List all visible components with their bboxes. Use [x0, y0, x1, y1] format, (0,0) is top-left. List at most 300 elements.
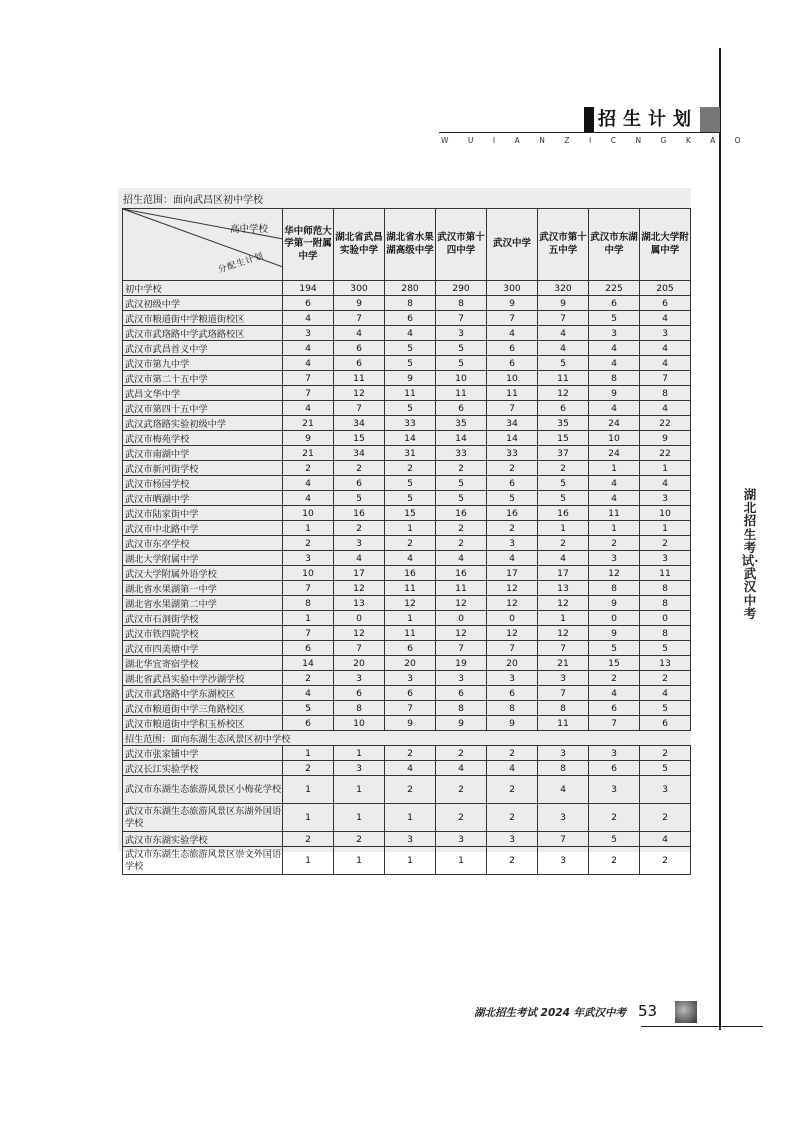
- quota-cell: 8: [487, 701, 538, 716]
- quota-cell: 24: [589, 446, 640, 461]
- table-row: [123, 506, 691, 521]
- quota-cell: 4: [589, 491, 640, 506]
- school-name: 武汉大学附属外语学校: [123, 566, 283, 581]
- school-name: 武汉市东湖生态旅游风景区东湖外国语学校: [123, 804, 283, 832]
- quota-cell: 21: [283, 416, 334, 431]
- quota-cell: 8: [589, 371, 640, 386]
- school-name: 湖北华宜寄宿学校: [123, 656, 283, 671]
- quota-cell: 5: [640, 701, 691, 716]
- quota-cell: 5: [385, 401, 436, 416]
- quota-cell: 6: [283, 716, 334, 731]
- quota-cell: 4: [589, 356, 640, 371]
- header-block: [584, 107, 594, 132]
- quota-cell: 20: [385, 656, 436, 671]
- quota-cell: 6: [538, 401, 589, 416]
- quota-cell: 5: [436, 491, 487, 506]
- table-row: [123, 847, 691, 875]
- quota-cell: 6: [283, 641, 334, 656]
- table-row: [123, 416, 691, 431]
- quota-cell: 5: [436, 341, 487, 356]
- quota-cell: 2: [334, 461, 385, 476]
- school-name: 武汉市东亭学校: [123, 536, 283, 551]
- quota-cell: 4: [487, 761, 538, 776]
- footer-rule: [641, 1026, 763, 1027]
- quota-cell: 3: [640, 491, 691, 506]
- quota-cell: 0: [436, 611, 487, 626]
- school-name: 武汉武珞路实验初级中学: [123, 416, 283, 431]
- quota-cell: 7: [589, 716, 640, 731]
- quota-cell: 3: [487, 671, 538, 686]
- quota-cell: 20: [487, 656, 538, 671]
- quota-cell: 6: [640, 716, 691, 731]
- quota-cell: 1: [283, 776, 334, 804]
- vertical-rule: [719, 48, 721, 1030]
- quota-cell: 1: [436, 847, 487, 875]
- quota-cell: 7: [538, 686, 589, 701]
- school-name: 武汉长江实验学校: [123, 761, 283, 776]
- quota-cell: 15: [538, 431, 589, 446]
- header-rule: [439, 132, 719, 133]
- quota-cell: 12: [385, 596, 436, 611]
- quota-cell: 4: [283, 686, 334, 701]
- quota-cell: 1: [283, 521, 334, 536]
- quota-cell: 10: [436, 371, 487, 386]
- quota-cell: 3: [436, 832, 487, 847]
- quota-cell: 5: [589, 311, 640, 326]
- quota-cell: 1: [538, 611, 589, 626]
- quota-cell: 7: [334, 401, 385, 416]
- school-name: 武汉市四美塘中学: [123, 641, 283, 656]
- quota-cell: 1: [538, 521, 589, 536]
- school-name: 武汉市粮道街中学积玉桥校区: [123, 716, 283, 731]
- quota-cell: 31: [385, 446, 436, 461]
- quota-cell: 1: [640, 521, 691, 536]
- quota-cell: 4: [283, 356, 334, 371]
- quota-cell: 1: [640, 461, 691, 476]
- quota-cell: 4: [640, 476, 691, 491]
- school-name: 武汉市第四十五中学: [123, 401, 283, 416]
- quota-cell: 8: [385, 296, 436, 311]
- table-row: [123, 581, 691, 596]
- quota-cell: 10: [334, 716, 385, 731]
- quota-cell: 7: [640, 371, 691, 386]
- quota-cell: 7: [283, 371, 334, 386]
- quota-cell: 3: [589, 326, 640, 341]
- table-row: [123, 326, 691, 341]
- quota-cell: 6: [283, 296, 334, 311]
- quota-cell: 3: [385, 671, 436, 686]
- quota-cell: 2: [385, 746, 436, 761]
- quota-cell: 8: [436, 296, 487, 311]
- quota-cell: 7: [436, 311, 487, 326]
- quota-cell: 35: [538, 416, 589, 431]
- quota-cell: 4: [538, 326, 589, 341]
- total-cell: 225: [589, 281, 640, 296]
- quota-cell: 15: [334, 431, 385, 446]
- quota-cell: 5: [487, 491, 538, 506]
- school-name: 武昌文华中学: [123, 386, 283, 401]
- table-row: [123, 341, 691, 356]
- total-cell: 300: [334, 281, 385, 296]
- school-name: 武汉市东湖生态旅游风景区小梅花学校: [123, 776, 283, 804]
- quota-cell: 4: [538, 551, 589, 566]
- quota-cell: 9: [589, 626, 640, 641]
- quota-cell: 2: [487, 461, 538, 476]
- quota-cell: 15: [589, 656, 640, 671]
- column-header: 武汉市东湖中学: [589, 209, 640, 281]
- corner-plan-label: 分配生计划: [217, 251, 266, 276]
- school-name: 武汉市杨园学校: [123, 476, 283, 491]
- allocation-table: [122, 208, 691, 875]
- quota-cell: 22: [640, 446, 691, 461]
- total-cell: 280: [385, 281, 436, 296]
- school-name: 武汉初级中学: [123, 296, 283, 311]
- quota-cell: 1: [589, 461, 640, 476]
- quota-cell: 3: [283, 326, 334, 341]
- table-row: [123, 611, 691, 626]
- section-title: 招生计划: [598, 109, 698, 130]
- quota-cell: 3: [589, 746, 640, 761]
- quota-cell: 7: [334, 311, 385, 326]
- quota-cell: 12: [334, 626, 385, 641]
- quota-cell: 7: [487, 641, 538, 656]
- quota-cell: 5: [385, 356, 436, 371]
- quota-cell: 5: [334, 491, 385, 506]
- quota-cell: 11: [385, 626, 436, 641]
- column-header: 湖北大学附属中学: [640, 209, 691, 281]
- page-number: 53: [638, 1002, 658, 1020]
- quota-cell: 34: [487, 416, 538, 431]
- column-header: 华中师范大学第一附属中学: [283, 209, 334, 281]
- quota-cell: 6: [385, 311, 436, 326]
- quota-cell: 3: [487, 832, 538, 847]
- quota-cell: 17: [538, 566, 589, 581]
- quota-cell: 9: [640, 431, 691, 446]
- quota-cell: 7: [487, 311, 538, 326]
- quota-cell: 10: [487, 371, 538, 386]
- quota-cell: 14: [385, 431, 436, 446]
- quota-cell: 2: [589, 671, 640, 686]
- quota-cell: 2: [640, 847, 691, 875]
- school-name: 湖北省水果湖第一中学: [123, 581, 283, 596]
- school-name: 武汉市粮道街中学三角路校区: [123, 701, 283, 716]
- table-row: [123, 476, 691, 491]
- quota-cell: 11: [385, 581, 436, 596]
- region-separator-row: [123, 731, 691, 746]
- quota-cell: 8: [334, 701, 385, 716]
- quota-cell: 33: [487, 446, 538, 461]
- quota-cell: 1: [334, 804, 385, 832]
- quota-cell: 16: [436, 506, 487, 521]
- quota-cell: 4: [436, 551, 487, 566]
- quota-cell: 4: [283, 476, 334, 491]
- quota-cell: 2: [487, 804, 538, 832]
- column-header: 武汉市第十四中学: [436, 209, 487, 281]
- quota-cell: 11: [589, 506, 640, 521]
- quota-cell: 20: [334, 656, 385, 671]
- column-header: 武汉市第十五中学: [538, 209, 589, 281]
- quota-cell: 2: [589, 804, 640, 832]
- quota-cell: 4: [640, 401, 691, 416]
- quota-cell: 4: [640, 311, 691, 326]
- quota-cell: 3: [538, 804, 589, 832]
- quota-cell: 6: [589, 761, 640, 776]
- corner-diagonals: [123, 209, 283, 280]
- quota-cell: 13: [334, 596, 385, 611]
- quota-cell: 17: [334, 566, 385, 581]
- quota-cell: 9: [436, 716, 487, 731]
- quota-cell: 6: [385, 686, 436, 701]
- quota-cell: 17: [487, 566, 538, 581]
- school-name: 武汉市铁四院学校: [123, 626, 283, 641]
- total-cell: 300: [487, 281, 538, 296]
- total-cell: 194: [283, 281, 334, 296]
- quota-cell: 8: [640, 386, 691, 401]
- school-name: 武汉市石洞街学校: [123, 611, 283, 626]
- header-accent: [700, 107, 720, 132]
- quota-cell: 4: [385, 326, 436, 341]
- quota-cell: 14: [487, 431, 538, 446]
- quota-cell: 2: [436, 521, 487, 536]
- table-row: [123, 716, 691, 731]
- quota-cell: 21: [283, 446, 334, 461]
- corner-high-label: 高中学校: [229, 224, 268, 235]
- quota-cell: 8: [283, 596, 334, 611]
- side-label: 湖北招生考试·武汉中考: [741, 487, 759, 621]
- quota-cell: 2: [283, 832, 334, 847]
- quota-cell: 3: [538, 746, 589, 761]
- footer-title: 湖北招生考试 2024 年武汉中考: [474, 1007, 627, 1019]
- quota-cell: 5: [538, 356, 589, 371]
- quota-cell: 3: [283, 551, 334, 566]
- school-name: 武汉市第九中学: [123, 356, 283, 371]
- school-name: 武汉市梅苑学校: [123, 431, 283, 446]
- table-row: [123, 536, 691, 551]
- table-row: [123, 401, 691, 416]
- quota-cell: 11: [334, 371, 385, 386]
- table-row: [123, 371, 691, 386]
- quota-cell: 2: [385, 776, 436, 804]
- quota-cell: 1: [334, 746, 385, 761]
- quota-cell: 0: [334, 611, 385, 626]
- quota-cell: 9: [589, 596, 640, 611]
- total-cell: 320: [538, 281, 589, 296]
- region-label-donghu: 招生范围：面向东湖生态风景区初中学校: [123, 731, 691, 746]
- quota-cell: 15: [385, 506, 436, 521]
- quota-cell: 5: [385, 491, 436, 506]
- quota-cell: 3: [436, 326, 487, 341]
- quota-cell: 24: [589, 416, 640, 431]
- quota-cell: 12: [487, 581, 538, 596]
- school-name: 武汉市晒湖中学: [123, 491, 283, 506]
- quota-cell: 10: [589, 431, 640, 446]
- region-label-wuchang: 招生范围：面向武昌区初中学校: [123, 195, 263, 206]
- quota-cell: 14: [283, 656, 334, 671]
- quota-cell: 11: [436, 386, 487, 401]
- quota-cell: 8: [589, 581, 640, 596]
- quota-cell: 2: [283, 536, 334, 551]
- quota-cell: 9: [385, 371, 436, 386]
- table-row: [123, 626, 691, 641]
- quota-cell: 1: [385, 521, 436, 536]
- quota-cell: 11: [385, 386, 436, 401]
- quota-cell: 2: [283, 761, 334, 776]
- quota-cell: 4: [487, 551, 538, 566]
- school-name: 武汉市陆家街中学: [123, 506, 283, 521]
- quota-cell: 9: [385, 716, 436, 731]
- quota-cell: 12: [334, 386, 385, 401]
- quota-cell: 1: [334, 847, 385, 875]
- quota-cell: 7: [538, 832, 589, 847]
- quota-cell: 12: [589, 566, 640, 581]
- quota-cell: 2: [436, 776, 487, 804]
- quota-cell: 5: [589, 641, 640, 656]
- table-row: [123, 671, 691, 686]
- school-name: 武汉市中北路中学: [123, 521, 283, 536]
- quota-cell: 6: [385, 641, 436, 656]
- quota-cell: 7: [283, 581, 334, 596]
- quota-cell: 19: [436, 656, 487, 671]
- quota-cell: 5: [436, 356, 487, 371]
- quota-cell: 3: [334, 671, 385, 686]
- quota-cell: 1: [334, 776, 385, 804]
- quota-cell: 7: [283, 626, 334, 641]
- quota-cell: 8: [640, 596, 691, 611]
- school-name: 湖北省水果湖第二中学: [123, 596, 283, 611]
- quota-cell: 6: [334, 686, 385, 701]
- quota-cell: 9: [538, 296, 589, 311]
- quota-cell: 2: [487, 776, 538, 804]
- table-row: [123, 386, 691, 401]
- quota-cell: 11: [487, 386, 538, 401]
- quota-cell: 8: [436, 701, 487, 716]
- quota-cell: 7: [538, 311, 589, 326]
- quota-cell: 3: [589, 551, 640, 566]
- quota-cell: 12: [436, 596, 487, 611]
- quota-cell: 3: [589, 776, 640, 804]
- quota-cell: 2: [640, 746, 691, 761]
- corner-cell: [123, 209, 283, 281]
- totals-row: [123, 281, 691, 296]
- school-name: 武汉市粮道街中学粮道街校区: [123, 311, 283, 326]
- quota-cell: 2: [334, 521, 385, 536]
- table-row: [123, 804, 691, 832]
- quota-cell: 6: [436, 401, 487, 416]
- quota-cell: 8: [538, 701, 589, 716]
- quota-cell: 5: [436, 476, 487, 491]
- quota-cell: 13: [538, 581, 589, 596]
- quota-cell: 8: [640, 581, 691, 596]
- quota-cell: 16: [487, 506, 538, 521]
- table-row: [123, 446, 691, 461]
- quota-cell: 4: [589, 686, 640, 701]
- quota-cell: 11: [436, 581, 487, 596]
- table-row: [123, 686, 691, 701]
- table-row: [123, 761, 691, 776]
- quota-cell: 4: [538, 776, 589, 804]
- quota-cell: 3: [334, 536, 385, 551]
- quota-cell: 2: [589, 536, 640, 551]
- table-row: [123, 566, 691, 581]
- quota-cell: 4: [283, 401, 334, 416]
- quota-cell: 2: [436, 746, 487, 761]
- column-header: 湖北省武昌实验中学: [334, 209, 385, 281]
- quota-cell: 1: [283, 746, 334, 761]
- quota-cell: 16: [436, 566, 487, 581]
- quota-cell: 3: [538, 671, 589, 686]
- quota-cell: 3: [640, 776, 691, 804]
- table-row: [123, 356, 691, 371]
- section-subtitle: WUIANZICNGKAO: [441, 136, 761, 145]
- quota-cell: 6: [334, 356, 385, 371]
- school-name: 武汉市武昌首义中学: [123, 341, 283, 356]
- quota-cell: 4: [589, 476, 640, 491]
- quota-cell: 5: [640, 641, 691, 656]
- quota-cell: 3: [385, 832, 436, 847]
- quota-cell: 12: [487, 626, 538, 641]
- quota-cell: 9: [283, 431, 334, 446]
- quota-cell: 6: [436, 686, 487, 701]
- quota-cell: 2: [385, 536, 436, 551]
- table-row: [123, 461, 691, 476]
- quota-cell: 4: [640, 356, 691, 371]
- quota-cell: 4: [283, 311, 334, 326]
- quota-cell: 16: [538, 506, 589, 521]
- quota-cell: 4: [334, 326, 385, 341]
- quota-cell: 2: [436, 536, 487, 551]
- school-name: 湖北大学附属中学: [123, 551, 283, 566]
- quota-cell: 1: [283, 611, 334, 626]
- quota-cell: 33: [436, 446, 487, 461]
- table-row: [123, 296, 691, 311]
- quota-cell: 34: [334, 416, 385, 431]
- quota-cell: 7: [385, 701, 436, 716]
- quota-cell: 21: [538, 656, 589, 671]
- quota-cell: 7: [334, 641, 385, 656]
- quota-cell: 5: [589, 832, 640, 847]
- quota-cell: 2: [640, 804, 691, 832]
- quota-cell: 12: [334, 581, 385, 596]
- quota-cell: 2: [589, 847, 640, 875]
- quota-cell: 9: [487, 296, 538, 311]
- column-header: 湖北省水果湖高级中学: [385, 209, 436, 281]
- school-name: 武汉市东湖实验学校: [123, 832, 283, 847]
- quota-cell: 3: [538, 847, 589, 875]
- quota-cell: 6: [487, 476, 538, 491]
- quota-cell: 2: [436, 461, 487, 476]
- table-row: [123, 641, 691, 656]
- quota-cell: 5: [385, 476, 436, 491]
- quota-cell: 6: [487, 341, 538, 356]
- quota-cell: 1: [283, 804, 334, 832]
- quota-cell: 37: [538, 446, 589, 461]
- quota-cell: 4: [589, 341, 640, 356]
- quota-cell: 4: [436, 761, 487, 776]
- quota-cell: 6: [589, 701, 640, 716]
- quota-cell: 2: [640, 536, 691, 551]
- quota-cell: 4: [334, 551, 385, 566]
- school-name: 武汉市武珞路中学武珞路校区: [123, 326, 283, 341]
- school-name: 武汉市第二十五中学: [123, 371, 283, 386]
- quota-cell: 8: [640, 626, 691, 641]
- quota-cell: 13: [640, 656, 691, 671]
- quota-cell: 4: [640, 341, 691, 356]
- quota-cell: 6: [640, 296, 691, 311]
- quota-cell: 4: [640, 686, 691, 701]
- table-row: [123, 656, 691, 671]
- quota-cell: 6: [487, 686, 538, 701]
- quota-cell: 1: [385, 804, 436, 832]
